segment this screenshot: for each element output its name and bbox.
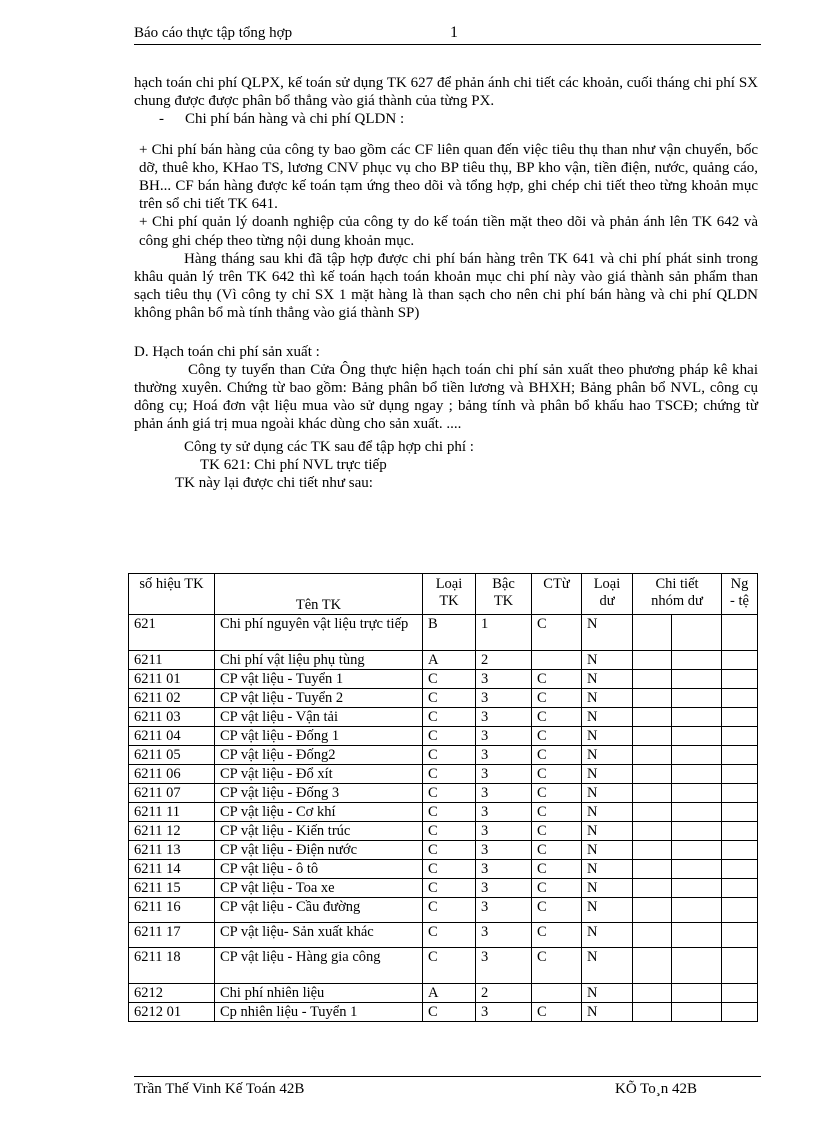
currency-cell [722,784,758,803]
account-level-cell: 3 [476,727,532,746]
balance-group-cell-b [672,841,722,860]
balance-type-cell: N [582,746,633,765]
balance-group-cell-a [633,923,672,948]
currency-cell [722,615,758,651]
table-row [129,803,758,822]
balance-group-cell-b [672,670,722,689]
balance-type-cell: N [582,670,633,689]
balance-type-cell: N [582,803,633,822]
account-level-cell: 1 [476,615,532,651]
currency-cell [722,765,758,784]
voucher-cell: C [532,898,582,923]
balance-group-cell-a [633,1003,672,1022]
balance-type-cell: N [582,923,633,948]
balance-group-cell-a [633,984,672,1003]
account-level-cell: 3 [476,670,532,689]
voucher-cell: C [532,879,582,898]
account-name-cell: CP vật liệu - Vận tải [215,708,423,727]
account-number-cell: 6211 06 [129,765,215,784]
account-level-cell: 3 [476,860,532,879]
voucher-cell: C [532,689,582,708]
account-number-cell: 6211 18 [129,948,215,984]
bullet-selling-admin-costs [134,110,758,128]
balance-group-cell-b [672,746,722,765]
paragraph-tk621: TK 621: Chi phí NVL trực tiếp [200,456,387,473]
balance-group-cell-b [672,1003,722,1022]
balance-type-cell: N [582,1003,633,1022]
balance-type-cell: N [582,860,633,879]
paragraph-accounts-used: Công ty sử dụng các TK sau để tập hợp chi phí : [184,438,474,455]
currency-cell [722,670,758,689]
account-number-cell: 6211 03 [129,708,215,727]
balance-type-cell: N [582,984,633,1003]
header-balance-group-detail: Chi tiết nhóm dư [633,574,722,615]
account-type-cell: C [423,689,476,708]
voucher-cell: C [532,708,582,727]
balance-group-cell-b [672,615,722,651]
account-type-cell: C [423,948,476,984]
account-name-cell: CP vật liệu - ô tô [215,860,423,879]
table-row [129,708,758,727]
account-type-cell: C [423,670,476,689]
account-type-cell: C [423,746,476,765]
account-name-cell: CP vật liệu - Tuyển 2 [215,689,423,708]
bullet-text: Chi phí bán hàng và chi phí QLDN : [185,111,405,128]
account-number-cell: 6211 17 [129,923,215,948]
account-level-cell: 3 [476,803,532,822]
account-number-cell: 6211 12 [129,822,215,841]
voucher-cell: C [532,822,582,841]
account-level-cell: 3 [476,746,532,765]
paragraph-monthly-accounting: Hàng tháng sau khi đã tập hợp được chi phí bán hàng trên TK 641 và chi phí phát sinh trong khâu quản lý trên TK 642 thì kế toán hạch toán khoản mục chi phí này vào giá thành sản phẩm than sạch tiêu thụ (Vì công ty chỉ SX 1 mặt hàng là than sạch cho nên chi phí bán hàng và chi phí QLDN không phân bổ mà tính thẳng vào giá thành SP) [134,250,758,322]
table-row [129,923,758,948]
header-title: Báo cáo thực tập tổng hợp [134,25,293,41]
balance-type-cell: N [582,689,633,708]
table-row [129,746,758,765]
currency-cell [722,923,758,948]
voucher-cell: C [532,1003,582,1022]
currency-cell [722,879,758,898]
account-name-cell: CP vật liệu - Đổ xít [215,765,423,784]
balance-group-cell-b [672,689,722,708]
paragraph-admin-costs: + Chi phí quản lý doanh nghiệp của công ty do kế toán tiền mặt theo dõi và phản ánh lên TK 642 và công ghi chép theo từng nội dung khoản mục. [139,214,758,249]
balance-type-cell: N [582,879,633,898]
balance-group-cell-a [633,860,672,879]
balance-group-cell-b [672,898,722,923]
account-level-cell: 3 [476,708,532,727]
account-type-cell: C [423,727,476,746]
currency-cell [722,841,758,860]
account-name-cell: Cp nhiên liệu - Tuyển 1 [215,1003,423,1022]
balance-group-cell-b [672,822,722,841]
account-type-cell: C [423,841,476,860]
account-level-cell: 3 [476,948,532,984]
table-row [129,822,758,841]
balance-type-cell: N [582,898,633,923]
table-row [129,651,758,670]
header-currency: Ng - tệ [722,574,758,615]
currency-cell [722,651,758,670]
balance-group-cell-b [672,651,722,670]
currency-cell [722,803,758,822]
table-row [129,1003,758,1022]
account-type-cell: C [423,822,476,841]
page-footer [134,1076,761,1101]
balance-group-cell-a [633,727,672,746]
account-type-cell: A [423,984,476,1003]
table-row [129,898,758,923]
account-number-cell: 6211 [129,651,215,670]
voucher-cell [532,984,582,1003]
account-number-cell: 6211 07 [129,784,215,803]
balance-group-cell-a [633,948,672,984]
balance-group-cell-a [633,765,672,784]
balance-group-cell-a [633,822,672,841]
header-account-level: Bậc TK [476,574,532,615]
balance-group-cell-b [672,879,722,898]
account-name-cell: CP vật liệu - Cơ khí [215,803,423,822]
balance-type-cell: N [582,765,633,784]
voucher-cell [532,651,582,670]
header-balance-type: Loại dư [582,574,633,615]
account-name-cell: Chi phí nhiên liệu [215,984,423,1003]
paragraph-production-costs: Công ty tuyển than Cửa Ông thực hiện hạch toán chi phí sản xuất theo phương pháp kê khai thường xuyên. Chứng từ bao gồm: Bảng phân bổ tiền lương và BHXH; Bảng phân bổ NVL, công cụ dông cụ; Hoá đơn vật liệu mua vào sử dụng ngay ; bảng tính và phân bổ khấu hao TSCĐ; chứng từ phản ánh giá trị mua ngoài khác dùng cho sản xuất. .... [134,361,758,433]
account-number-cell: 6211 16 [129,898,215,923]
table-row [129,670,758,689]
balance-type-cell: N [582,651,633,670]
account-number-cell: 6212 [129,984,215,1003]
balance-type-cell: N [582,948,633,984]
table-row [129,765,758,784]
voucher-cell: C [532,727,582,746]
account-name-cell: CP vật liệu - Cầu đường [215,898,423,923]
account-name-cell: CP vật liệu - Điện nước [215,841,423,860]
table-row [129,860,758,879]
table-row [129,727,758,746]
balance-group-cell-b [672,727,722,746]
account-name-cell: Chi phí vật liệu phụ tùng [215,651,423,670]
account-number-cell: 6211 02 [129,689,215,708]
balance-group-cell-b [672,803,722,822]
currency-cell [722,860,758,879]
currency-cell [722,948,758,984]
balance-group-cell-a [633,651,672,670]
header-account-name: Tên TK [215,574,423,615]
table-row [129,948,758,984]
currency-cell [722,822,758,841]
balance-group-cell-a [633,841,672,860]
balance-group-cell-a [633,746,672,765]
header-account-type: Loại TK [423,574,476,615]
voucher-cell: C [532,948,582,984]
account-number-cell: 6211 11 [129,803,215,822]
voucher-cell: C [532,784,582,803]
balance-type-cell: N [582,822,633,841]
footer-author: Trần Thế Vinh Kế Toán 42B [134,1081,305,1097]
account-type-cell: B [423,615,476,651]
account-level-cell: 3 [476,898,532,923]
account-number-cell: 621 [129,615,215,651]
balance-group-cell-b [672,860,722,879]
account-level-cell: 3 [476,784,532,803]
page-header [134,24,761,45]
account-type-cell: C [423,784,476,803]
account-level-cell: 3 [476,879,532,898]
balance-type-cell: N [582,841,633,860]
account-name-cell: CP vật liệu - Đống 3 [215,784,423,803]
voucher-cell: C [532,615,582,651]
account-type-cell: C [423,1003,476,1022]
account-number-cell: 6211 15 [129,879,215,898]
footer-class: KÕ To¸n 42B [615,1081,698,1097]
account-name-cell: Chi phí nguyên vật liệu trực tiếp [215,615,423,651]
account-level-cell: 3 [476,822,532,841]
paragraph-selling-costs: + Chi phí bán hàng của công ty bao gồm các CF liên quan đến việc tiêu thụ than như vận chuyển, bốc dỡ, thuê kho, KHao TS, lương CNV phục vụ cho BP tiêu thụ, BP kho vận, tiền điện, nước, quảng cáo, BH... CF bán hàng được kế toán tạm ứng theo dõi và tổng hợp, ghi chép chi tiết theo từng khoản mục trên sổ chi tiết TK 641. [139,141,758,213]
header-account-number: số hiệu TK [129,574,215,615]
table-row [129,841,758,860]
account-type-cell: C [423,708,476,727]
account-type-cell: C [423,898,476,923]
balance-group-cell-b [672,784,722,803]
currency-cell [722,1003,758,1022]
balance-group-cell-b [672,948,722,984]
account-level-cell: 3 [476,765,532,784]
voucher-cell: C [532,670,582,689]
header-voucher: CTừ [532,574,582,615]
balance-group-cell-b [672,708,722,727]
account-name-cell: CP vật liệu - Đống 1 [215,727,423,746]
balance-group-cell-a [633,615,672,651]
page-number: 1 [450,24,458,41]
account-level-cell: 3 [476,923,532,948]
account-name-cell: CP vật liệu - Toa xe [215,879,423,898]
balance-group-cell-a [633,708,672,727]
account-name-cell: CP vật liệu- Sản xuất khác [215,923,423,948]
account-number-cell: 6211 13 [129,841,215,860]
voucher-cell: C [532,923,582,948]
currency-cell [722,689,758,708]
paragraph-detail-intro: TK này lại được chi tiết như sau: [175,475,373,492]
balance-group-cell-a [633,670,672,689]
table-row [129,984,758,1003]
voucher-cell: C [532,746,582,765]
voucher-cell: C [532,860,582,879]
account-level-cell: 2 [476,651,532,670]
paragraph-qlpx: hạch toán chi phí QLPX, kế toán sử dụng TK 627 để phản ánh chi tiết các khoản, cuối tháng chi phí SX chung được được phân bổ thẳng vào giá thành của từng PX. [134,75,758,110]
account-name-cell: CP vật liệu - Hàng gia công [215,948,423,984]
account-type-cell: C [423,923,476,948]
balance-group-cell-b [672,984,722,1003]
account-type-cell: C [423,860,476,879]
currency-cell [722,708,758,727]
table-body [129,615,758,1022]
account-number-cell: 6211 01 [129,670,215,689]
account-number-cell: 6211 14 [129,860,215,879]
account-name-cell: CP vật liệu - Kiến trúc [215,822,423,841]
bullet-dash: - [159,111,164,128]
balance-group-cell-a [633,784,672,803]
voucher-cell: C [532,803,582,822]
balance-group-cell-b [672,765,722,784]
account-number-cell: 6211 04 [129,727,215,746]
balance-group-cell-a [633,689,672,708]
account-number-cell: 6211 05 [129,746,215,765]
table-row [129,879,758,898]
currency-cell [722,898,758,923]
table-row [129,784,758,803]
account-name-cell: CP vật liệu - Đống2 [215,746,423,765]
account-type-cell: C [423,803,476,822]
body-text [134,74,758,492]
balance-group-cell-a [633,879,672,898]
balance-type-cell: N [582,708,633,727]
voucher-cell: C [532,841,582,860]
account-table [128,573,758,1022]
table-row [129,615,758,651]
voucher-cell: C [532,765,582,784]
table-header-row [129,574,758,615]
account-type-cell: A [423,651,476,670]
balance-type-cell: N [582,615,633,651]
balance-group-cell-a [633,898,672,923]
balance-group-cell-a [633,803,672,822]
account-level-cell: 3 [476,689,532,708]
currency-cell [722,727,758,746]
section-heading-d: D. Hạch toán chi phí sản xuất : [134,343,320,360]
account-number-cell: 6212 01 [129,1003,215,1022]
balance-group-cell-b [672,923,722,948]
account-level-cell: 3 [476,1003,532,1022]
account-name-cell: CP vật liệu - Tuyển 1 [215,670,423,689]
account-type-cell: C [423,879,476,898]
balance-type-cell: N [582,727,633,746]
account-level-cell: 3 [476,841,532,860]
balance-type-cell: N [582,784,633,803]
currency-cell [722,984,758,1003]
account-type-cell: C [423,765,476,784]
currency-cell [722,746,758,765]
account-level-cell: 2 [476,984,532,1003]
table-row [129,689,758,708]
